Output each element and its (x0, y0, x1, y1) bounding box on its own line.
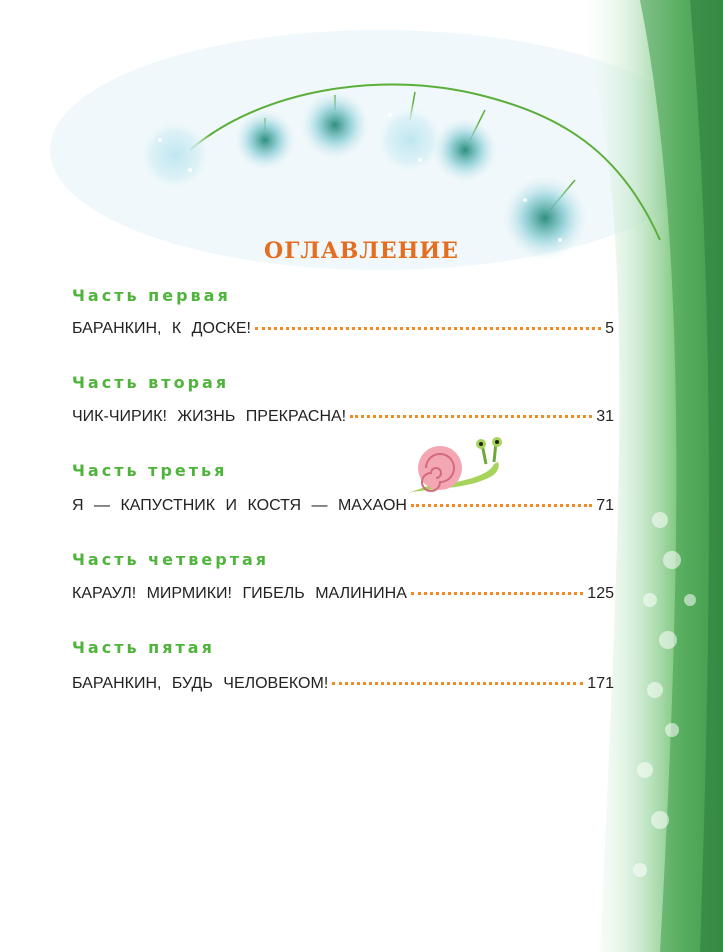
toc-entry-3[interactable] (72, 497, 614, 519)
dot-leader (350, 415, 592, 418)
part-title-3: Часть третья (72, 461, 228, 480)
page-number: 125 (587, 585, 614, 602)
chapter-title: ЧИК-ЧИРИК! ЖИЗНЬ ПРЕКРАСНА! (72, 408, 347, 425)
part-title-2: Часть вторая (72, 373, 230, 392)
toc-entry-2[interactable] (72, 408, 614, 430)
dot-leader (411, 592, 583, 595)
dot-leader (255, 327, 601, 330)
page-number: 5 (605, 320, 614, 337)
chapter-title: БАРАНКИН, БУДЬ ЧЕЛОВЕКОМ! (72, 675, 329, 692)
chapter-title: БАРАНКИН, К ДОСКЕ! (72, 320, 251, 337)
page-number: 71 (596, 497, 614, 514)
toc-heading: ОГЛАВЛЕНИЕ (264, 238, 459, 264)
page-number: 171 (587, 675, 614, 692)
dot-leader (411, 504, 592, 507)
toc-entry-4[interactable] (72, 585, 614, 607)
chapter-title: Я — КАПУСТНИК И КОСТЯ — МАХАОН (72, 497, 407, 514)
part-title-5: Часть пятая (72, 638, 215, 657)
dot-leader (332, 682, 583, 685)
chapter-title: КАРАУЛ! МИРМИКИ! ГИБЕЛЬ МАЛИНИНА (72, 585, 407, 602)
snail-illustration (408, 437, 502, 493)
toc-entry-5[interactable] (72, 675, 614, 697)
part-title-1: Часть первая (72, 286, 231, 305)
page-number: 31 (596, 408, 614, 425)
toc-entry-1[interactable] (72, 320, 614, 342)
part-title-4: Часть четвертая (72, 550, 270, 569)
